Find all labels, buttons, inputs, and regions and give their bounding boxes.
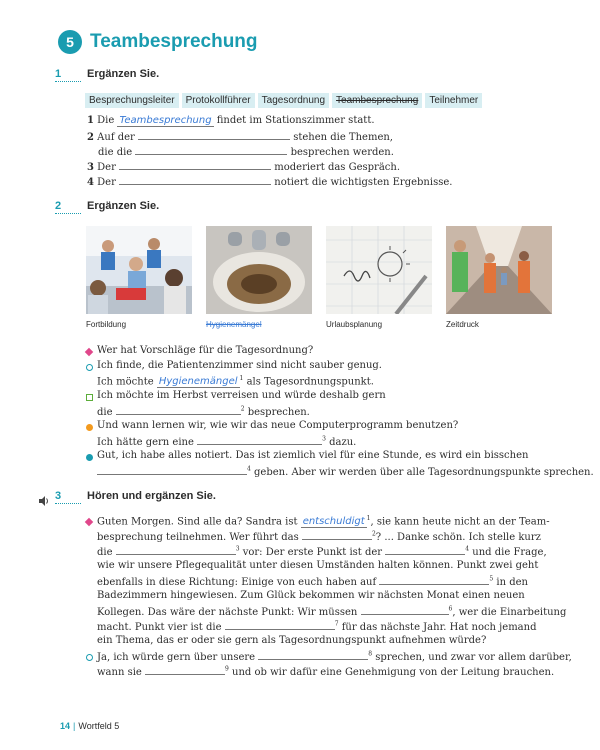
speaker-square-icon [86,394,93,401]
answer-blank[interactable] [361,605,449,615]
line-text: dazu. [329,437,357,448]
speaker-orange-dot-icon [86,424,93,431]
line-text: stehen die Themen, [293,132,393,143]
gap-number: 2 [371,530,376,538]
ex1-line-4 [87,175,452,188]
page-number: 14 [60,721,71,731]
caption-hygiene: Hygienemängel [206,320,262,329]
answer-fill[interactable]: Teambesprechung [119,115,212,126]
word-chip: Teilnehmer [425,93,482,108]
line-text: Der [97,177,116,188]
word-chip: Protokollführer [182,93,255,108]
line-text: macht. Punkt vier ist die [97,622,222,633]
answer-fill[interactable]: Hygienemängel [158,376,238,388]
dialog-line: Und wann lernen wir, wie wir das neue Computerprogramm benutzen? [97,420,459,431]
answer-blank[interactable] [119,175,271,185]
word-chip: Besprechungsleiter [85,93,179,108]
answer-blank[interactable] [97,465,247,475]
exercise-3-number: 3 [55,490,81,504]
answer-blank[interactable] [116,405,241,415]
text-line [97,530,541,543]
line-text: die [97,407,113,418]
line-text: moderiert das Gespräch. [274,162,401,173]
text-line [97,665,554,678]
gap-number: 3 [322,435,326,443]
line-text: findet im Stationszimmer statt. [216,115,375,126]
answer-blank[interactable] [138,130,290,140]
answer-blank[interactable] [116,545,236,555]
dialog-line: Ich finde, die Patientenzimmer sind nicht sauber genug. [97,360,382,371]
line-text: die [97,547,113,558]
gap-number: 4 [247,465,251,473]
line-text: und die Frage, [472,547,547,558]
page-footer [60,721,119,731]
speaker-diamond-icon [85,348,93,356]
text-line [97,650,572,663]
line-text: notiert die wichtigsten Ergebnisse. [274,177,453,188]
chapter-header [58,30,258,54]
exercise-2-header [55,200,159,214]
dialog-line: Ich möchte im Herbst verreisen und würde deshalb gern [97,390,386,401]
chapter-title: Teambesprechung [90,31,258,52]
caption-time-pressure: Zeitdruck [446,320,479,329]
gap-number: 9 [225,665,229,673]
line-text: vor: Der erste Punkt ist der [242,547,383,558]
answer-blank[interactable] [145,665,225,675]
text-line [97,575,528,588]
speaker-circle-icon [86,364,93,371]
text-line: ein Thema, das er oder sie gern als Tagesordnungspunkt aufnehmen würde? [97,635,487,646]
dialog-line [97,435,356,448]
answer-blank[interactable] [197,435,322,445]
dialog-line: Wer hat Vorschläge für die Tagesordnung? [97,345,314,356]
word-chip-used: Teambesprechung [332,93,422,108]
line-text: Ich hätte gern eine [97,437,194,448]
dialog-line [97,405,310,418]
photo-hygiene [206,226,312,314]
answer-fill[interactable]: entschuldigt [302,516,365,528]
line-text: die die [98,147,133,158]
gap-number: 4 [465,545,470,553]
line-text: geben. Aber wir werden über alle Tagesordnungspunkte sprechen. [254,467,594,478]
ex1-line-2 [87,130,393,143]
answer-blank[interactable] [135,145,287,155]
photo-calendar [326,226,432,314]
chapter-number: 5 [58,30,82,54]
gap-number: 1 [239,375,244,382]
ex1-line-1 [87,115,375,127]
line-text: , wer die Einarbeitung [452,607,567,618]
gap-number: 8 [368,650,373,658]
caption-vacation: Urlaubsplanung [326,320,383,329]
line-text: und ob wir dafür eine Genehmigung von der Leitung brauchen. [232,667,555,678]
ex1-line-3 [87,160,400,173]
dialog-line: Gut, ich habe alles notiert. Das ist ziemlich viel für eine Stunde, es wird ein bisschen [97,450,529,461]
line-text: ebenfalls in diese Richtung: Einige von euch haben auf [97,577,377,588]
speaker-diamond-icon [85,518,93,526]
line-text: Der [97,162,116,173]
speaker-audio-icon[interactable] [38,492,50,511]
line-text: Auf der [97,132,135,143]
footer-separator: | [73,721,76,731]
speaker-circle-icon [86,654,93,661]
answer-blank[interactable] [385,545,465,555]
speaker-teal-dot-icon [86,454,93,461]
text-line [97,545,547,558]
word-chip: Tagesordnung [258,93,329,108]
text-line [97,605,566,618]
line-text: als Tagesordnungspunkt. [246,376,374,388]
line-number: 3 [87,162,94,173]
line-text: besprechen werden. [290,147,394,158]
dialog-line [97,465,594,478]
answer-blank[interactable] [119,160,271,170]
line-number: 1 [87,115,94,126]
line-text: , sie kann heute nicht an der Team- [370,516,550,528]
line-text: Ja, ich würde gern über unsere [97,652,256,663]
answer-blank[interactable] [379,575,489,585]
photo-training [86,226,192,314]
gap-number: 1 [366,515,371,522]
exercise-1-header [55,68,159,82]
footer-section: Wortfeld 5 [78,721,120,731]
gap-number: 6 [448,605,453,613]
line-number: 4 [87,177,94,188]
word-box [85,93,482,108]
answer-blank[interactable] [258,650,368,660]
exercise-2-number: 2 [55,200,81,214]
line-text: wann sie [97,667,142,678]
line-text: Ich möchte [97,376,154,388]
text-line [97,620,536,633]
photo-time-pressure [446,226,552,314]
text-line: wie wir unsere Pflegequalität unter diesen Umständen halten können. Punkt zwei geht [97,560,539,571]
line-number: 2 [87,132,94,143]
gap-number: 5 [489,575,494,583]
gap-number: 7 [334,620,339,628]
line-text: Guten Morgen. Sind alle da? Sandra ist [97,516,298,528]
line-text: Kollegen. Das wäre der nächste Punkt: Wir müssen [97,607,358,618]
line-text: sprechen, und zwar vor allem darüber, [375,652,572,663]
line-text: in den [496,577,528,588]
line-text: Die [97,115,115,126]
text-line: Badezimmern hingewiesen. Zum Glück bekommen wir nächsten Monat einen neuen [97,590,525,601]
gap-number: 2 [240,405,245,413]
exercise-1-number: 1 [55,68,81,82]
answer-blank[interactable] [225,620,335,630]
gap-number: 3 [235,545,240,553]
exercise-1-instruction: Ergänzen Sie. [87,68,160,80]
ex1-line-2b [98,145,394,158]
caption-training: Fortbildung [86,320,127,329]
dialog-line [97,375,374,388]
line-text: ? ... Danke schön. Ich stelle kurz [375,532,541,543]
line-text: für das nächste Jahr. Hat noch jemand [341,622,537,633]
exercise-2-instruction: Ergänzen Sie. [87,200,160,212]
text-line [97,515,550,528]
line-text: besprechen. [247,407,310,418]
line-text: besprechung teilnehmen. Wer führt das [97,532,299,543]
exercise-3-instruction: Hören und ergänzen Sie. [87,490,216,502]
answer-blank[interactable] [302,530,372,540]
exercise-3-header [55,490,216,504]
